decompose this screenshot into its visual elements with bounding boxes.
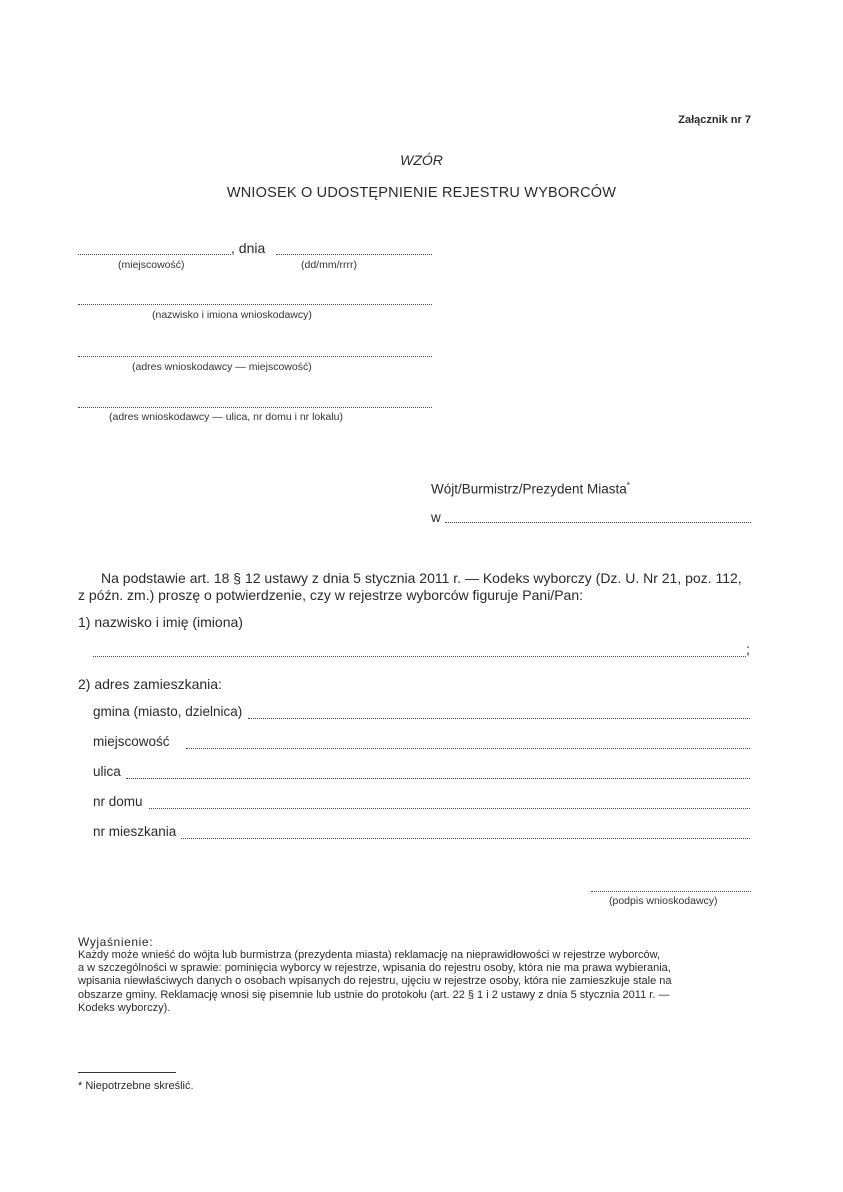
house-number-field[interactable] (149, 808, 750, 809)
intro-line-1: Na podstawie art. 18 § 12 ustawy z dnia 5 stycznia 2011 r. — Kodeks wyborczy (Dz. U. Nr 21, poz. 112, (101, 570, 742, 586)
place-field[interactable] (78, 254, 231, 255)
explanation-line: wpisania niewłaściwych danych o osobach wpisanych do rejestru, ujęciu w rejestrze osoby, która nie zamieszkuje stale na (78, 975, 672, 988)
explanation-text (78, 949, 671, 1015)
footnote-text: * Niepotrzebne skreślić. (78, 1080, 194, 1092)
explanation-line: Kodeks wyborczy). (78, 1001, 171, 1014)
date-separator: , dnia (231, 240, 266, 256)
addressee-location-field[interactable] (445, 522, 751, 523)
apartment-number-label: nr mieszkania (93, 824, 177, 839)
annex-label: Załącznik nr 7 (678, 114, 751, 126)
footnote-rule (78, 1072, 176, 1073)
street-label: ulica (93, 764, 121, 779)
footnote-marker: * (626, 481, 630, 490)
applicant-name-field[interactable] (78, 304, 432, 305)
intro-line-2: z późn. zm.) proszę o potwierdzenie, czy w rejestrze wyborców figuruje Pani/Pan: (78, 587, 583, 603)
explanation-line: obszarze gminy. Reklamację wnosi się pisemnie lub ustnie do protokołu (art. 22 § 1 i 2 ustawy z dnia 5 stycznia 2011 r. — (78, 988, 670, 1001)
commune-label: gmina (miasto, dzielnica) (93, 704, 243, 719)
signature-field[interactable] (591, 891, 751, 892)
document-title: WNIOSEK O UDOSTĘPNIENIE REJESTRU WYBORCÓW (226, 185, 617, 201)
addressee-title: Wójt/Burmistrz/Prezydent Miasta* (431, 481, 630, 497)
date-field[interactable] (276, 254, 432, 255)
section-1-label: 1) nazwisko i imię (imiona) (78, 614, 243, 630)
template-label: WZÓR (400, 152, 443, 168)
signature-caption: (podpis wnioskodawcy) (609, 895, 718, 907)
explanation-line: Każdy może wnieść do wójta lub burmistrza (prezydenta miasta) reklamację na nieprawidłowości w rejestrze wyborców, (78, 949, 661, 961)
applicant-name-caption: (nazwisko i imiona wnioskodawcy) (152, 309, 312, 321)
date-caption: (dd/mm/rrrr) (301, 259, 357, 271)
commune-field[interactable] (248, 718, 750, 719)
locality-label: miejscowość (93, 734, 170, 749)
applicant-street-caption: (adres wnioskodawcy — ulica, nr domu i nr lokalu) (109, 411, 344, 423)
applicant-street-field[interactable] (78, 407, 432, 408)
addressee-prefix: w (431, 510, 441, 525)
locality-field[interactable] (186, 748, 750, 749)
section-2-label: 2) adres zamieszkania: (78, 676, 222, 692)
house-number-label: nr domu (93, 794, 143, 809)
explanation-heading: Wyjaśnienie: (78, 935, 154, 949)
street-field[interactable] (126, 778, 750, 779)
place-caption: (miejscowość) (118, 259, 185, 271)
applicant-city-caption: (adres wnioskodawcy — miejscowość) (132, 361, 312, 373)
explanation-line: a w szczególności w sprawie: pominięcia wyborcy w rejestrze, wpisania do rejestru osoby, która nie ma prawa wybierania, (78, 962, 671, 975)
applicant-city-field[interactable] (78, 356, 432, 357)
semicolon: ; (746, 641, 750, 657)
full-name-field[interactable] (93, 656, 746, 657)
apartment-number-field[interactable] (181, 838, 750, 839)
